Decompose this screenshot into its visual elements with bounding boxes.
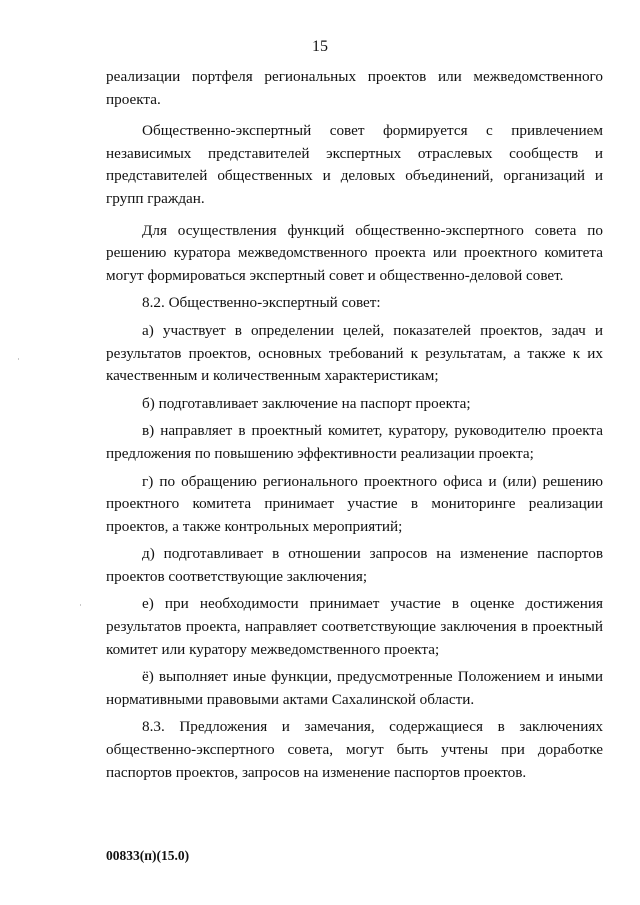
list-item-d: д) подготавливает в отношении запросов на изменение паспортов проектов соответствующие заключения; [106, 545, 603, 585]
list-item-yo: ё) выполняет иные функции, предусмотренные Положением и иными нормативными правовыми актами Сахалинской области. [106, 668, 603, 708]
page-number: 15 [312, 38, 328, 55]
scan-artifact [80, 604, 81, 606]
list-item-a: а) участвует в определении целей, показателей проектов, задач и результатов проектов, основных требований к результатам, а также к их качественным и количественным характеристикам; [106, 321, 603, 385]
document-body [106, 66, 603, 784]
paragraph-council-types: Для осуществления функций общественно-экспертного совета по решению куратора межведомственного проекта или проектного комитета могут формироваться экспертный совет и общественно-деловой совет. [106, 221, 603, 284]
list-item-e: е) при необходимости принимает участие в оценке достижения результатов проекта, направляет соответствующие заключения в проектный комитет или куратору межведомственного проекта; [106, 595, 603, 658]
section-8-2-heading: 8.2. Общественно-экспертный совет: [142, 294, 381, 312]
list-item-v: в) направляет в проектный комитет, куратору, руководителю проекта предложения по повышению эффективности реализации проекта; [106, 422, 603, 462]
list-item-g: г) по обращению регионального проектного офиса и (или) решению проектного комитета принимает участие в мониторинге реализации проектов, а также контрольных мероприятий; [106, 472, 603, 535]
section-8-3-paragraph: 8.3. Предложения и замечания, содержащиеся в заключениях общественно-экспертного совета, могут быть учтены при доработке паспортов проектов, запросов на изменение паспортов проектов. [106, 718, 603, 781]
scan-artifact [18, 358, 19, 360]
document-code: 00833(п)(15.0) [106, 848, 190, 863]
paragraph-council-formation: Общественно-экспертный совет формируется с привлечением независимых представителей экспертных отраслевых сообществ и представителей общественных и деловых объединений, организаций и групп граждан. [106, 122, 603, 207]
list-item-b: б) подготавливает заключение на паспорт проекта; [142, 394, 471, 412]
paragraph-continuation: реализации портфеля региональных проектов или межведомственного проекта. [106, 68, 603, 108]
